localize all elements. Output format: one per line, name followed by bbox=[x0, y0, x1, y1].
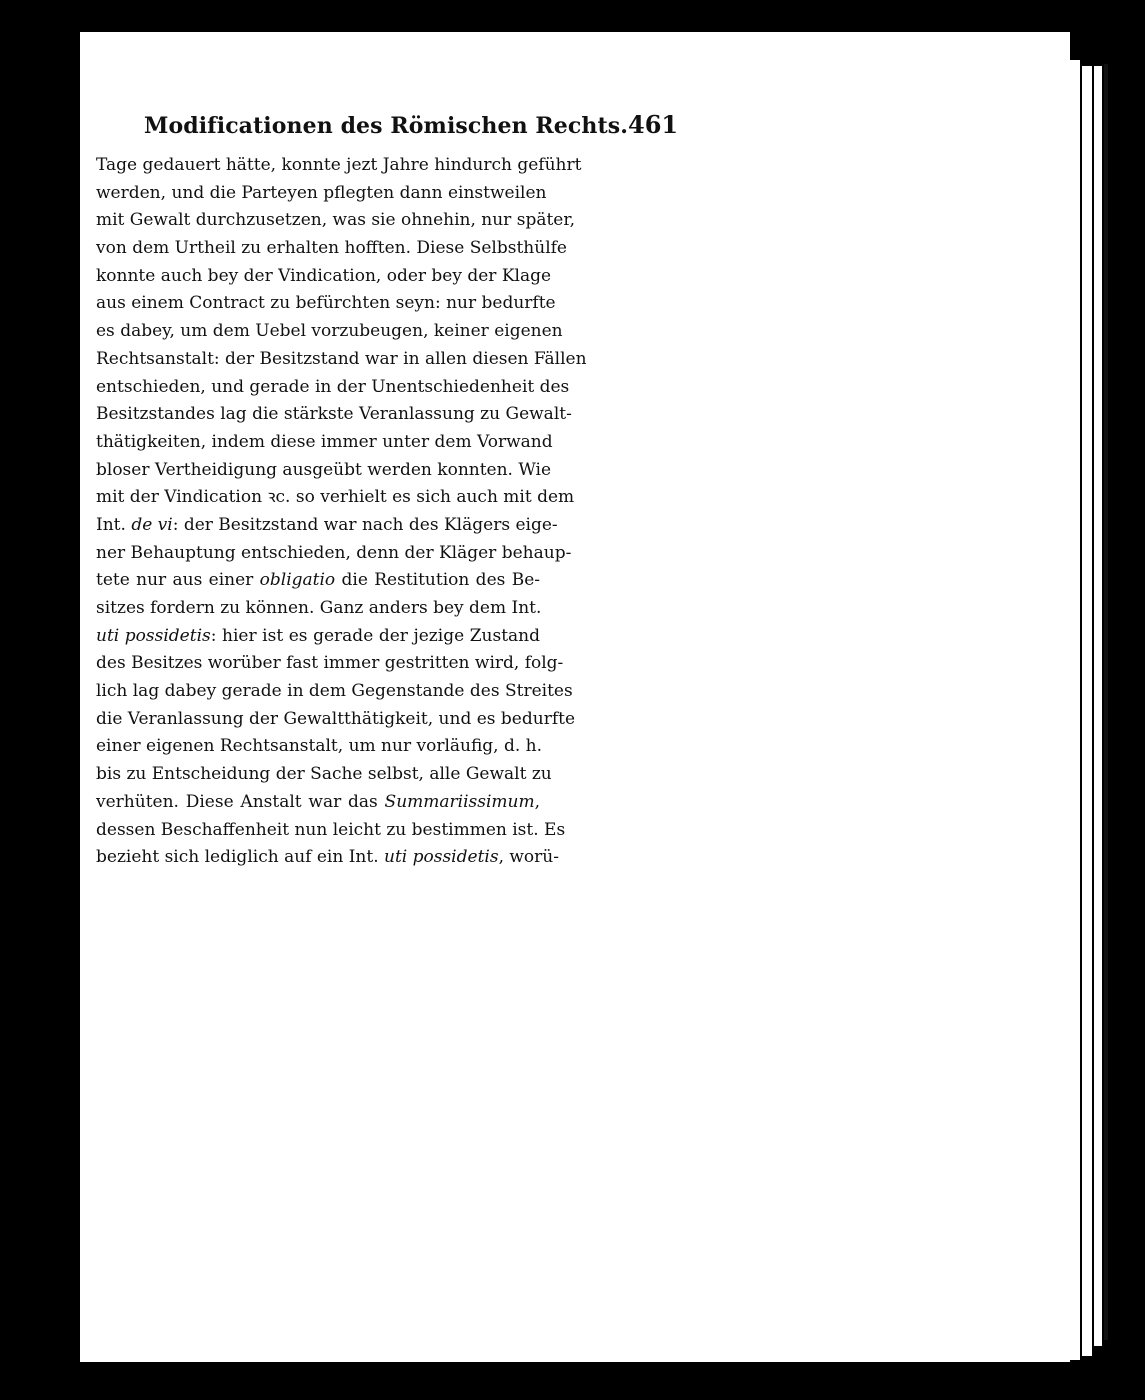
page-stack-edge bbox=[1094, 66, 1104, 1346]
text-line bbox=[96, 484, 575, 512]
text-line bbox=[96, 512, 558, 540]
text-line bbox=[96, 567, 540, 595]
text-segment: thätigkeiten, indem diese immer unter dem Vorwand bbox=[96, 431, 553, 452]
text-line bbox=[96, 540, 572, 568]
text-segment: Int. bbox=[96, 514, 132, 535]
text-line bbox=[96, 346, 587, 374]
text-line bbox=[96, 623, 540, 651]
text-segment: des Besitzes worüber fast immer gestritten wird, folg- bbox=[96, 653, 564, 674]
text-line bbox=[96, 761, 552, 789]
book-spine bbox=[1104, 64, 1108, 1340]
text-line bbox=[96, 374, 570, 402]
italic-term: de vi bbox=[131, 514, 173, 535]
text-line bbox=[96, 595, 540, 623]
text-segment: konnte auch bey der Vindication, oder bey der Klage bbox=[96, 265, 552, 286]
text-segment: sitzes fordern zu können. Ganz anders bey dem Int. bbox=[96, 598, 542, 618]
text-segment: mit der Vindication ꝛc. so verhielt es sich auch mit dem bbox=[96, 487, 575, 508]
text-segment: einer eigenen Rechtsanstalt, um nur vorläufig, d. h. bbox=[96, 736, 543, 757]
italic-term: uti possidetis bbox=[384, 847, 499, 868]
text-line bbox=[96, 290, 556, 318]
text-line bbox=[96, 152, 582, 180]
text-segment: bezieht sich lediglich auf ein Int. bbox=[96, 847, 384, 868]
text-line bbox=[96, 235, 567, 263]
text-segment: dessen Beschaffenheit nun leicht zu bestimmen ist. Es bbox=[96, 819, 566, 840]
text-segment: Tage gedauert hätte, konnte jezt Jahre hindurch geführt bbox=[96, 155, 582, 175]
text-segment: tete nur aus einer bbox=[96, 570, 260, 591]
text-segment: werden, und die Parteyen pflegten dann einstweilen bbox=[96, 182, 547, 203]
text-line bbox=[96, 678, 573, 706]
italic-term: uti possidetis bbox=[96, 625, 211, 646]
text-segment: mit Gewalt durchzusetzen, was sie ohnehin, nur später, bbox=[96, 210, 576, 231]
text-line bbox=[96, 817, 566, 845]
body-text bbox=[96, 152, 587, 872]
text-segment: , bbox=[534, 791, 540, 812]
text-segment: ner Behauptung entschieden, denn der Kläger behaup- bbox=[96, 542, 572, 563]
text-segment: die Veranlassung der Gewaltthätigkeit, und es bedurfte bbox=[96, 708, 576, 729]
italic-term: Summariissimum bbox=[384, 791, 535, 812]
page-header bbox=[144, 110, 679, 139]
running-head: Modificationen des Römischen Rechts. bbox=[144, 113, 629, 139]
text-line bbox=[96, 733, 543, 761]
text-line bbox=[96, 318, 563, 346]
text-segment: bis zu Entscheidung der Sache selbst, alle Gewalt zu bbox=[96, 764, 552, 785]
text-line bbox=[96, 401, 572, 429]
text-line bbox=[96, 844, 559, 872]
text-segment: bloser Vertheidigung ausgeübt werden konnten. Wie bbox=[96, 459, 552, 480]
page-stack-edge bbox=[1070, 60, 1082, 1360]
text-segment: lich lag dabey gerade in dem Gegenstande des Streites bbox=[96, 681, 573, 702]
italic-term: obligatio bbox=[259, 570, 336, 591]
text-segment: verhüten. Diese Anstalt war das bbox=[96, 791, 385, 812]
text-line bbox=[96, 263, 552, 291]
text-segment: von dem Urtheil zu erhalten hofften. Diese Selbsthülfe bbox=[96, 238, 567, 259]
text-line bbox=[96, 180, 547, 208]
text-line bbox=[96, 207, 576, 235]
text-segment: Besitzstandes lag die stärkste Veranlassung zu Gewalt- bbox=[96, 404, 572, 425]
text-segment: aus einem Contract zu befürchten seyn: nur bedurfte bbox=[96, 293, 556, 314]
text-segment: es dabey, um dem Uebel vorzubeugen, keiner eigenen bbox=[96, 321, 563, 342]
text-segment: : der Besitzstand war nach des Klägers eige- bbox=[172, 514, 558, 535]
text-line bbox=[96, 650, 564, 678]
page-number: 461 bbox=[628, 110, 679, 139]
page-stack-edge bbox=[1082, 66, 1094, 1356]
text-segment: entschieden, und gerade in der Unentschiedenheit des bbox=[96, 376, 570, 397]
text-segment: Rechtsanstalt: der Besitzstand war in allen diesen Fällen bbox=[96, 348, 587, 369]
text-line bbox=[96, 706, 576, 734]
text-segment: : hier ist es gerade der jezige Zustand bbox=[210, 625, 540, 646]
text-line bbox=[96, 429, 553, 457]
text-segment: die Restitution des Be- bbox=[335, 570, 540, 591]
text-line bbox=[96, 457, 552, 485]
text-line bbox=[96, 789, 540, 817]
text-segment: , worü- bbox=[498, 847, 559, 868]
